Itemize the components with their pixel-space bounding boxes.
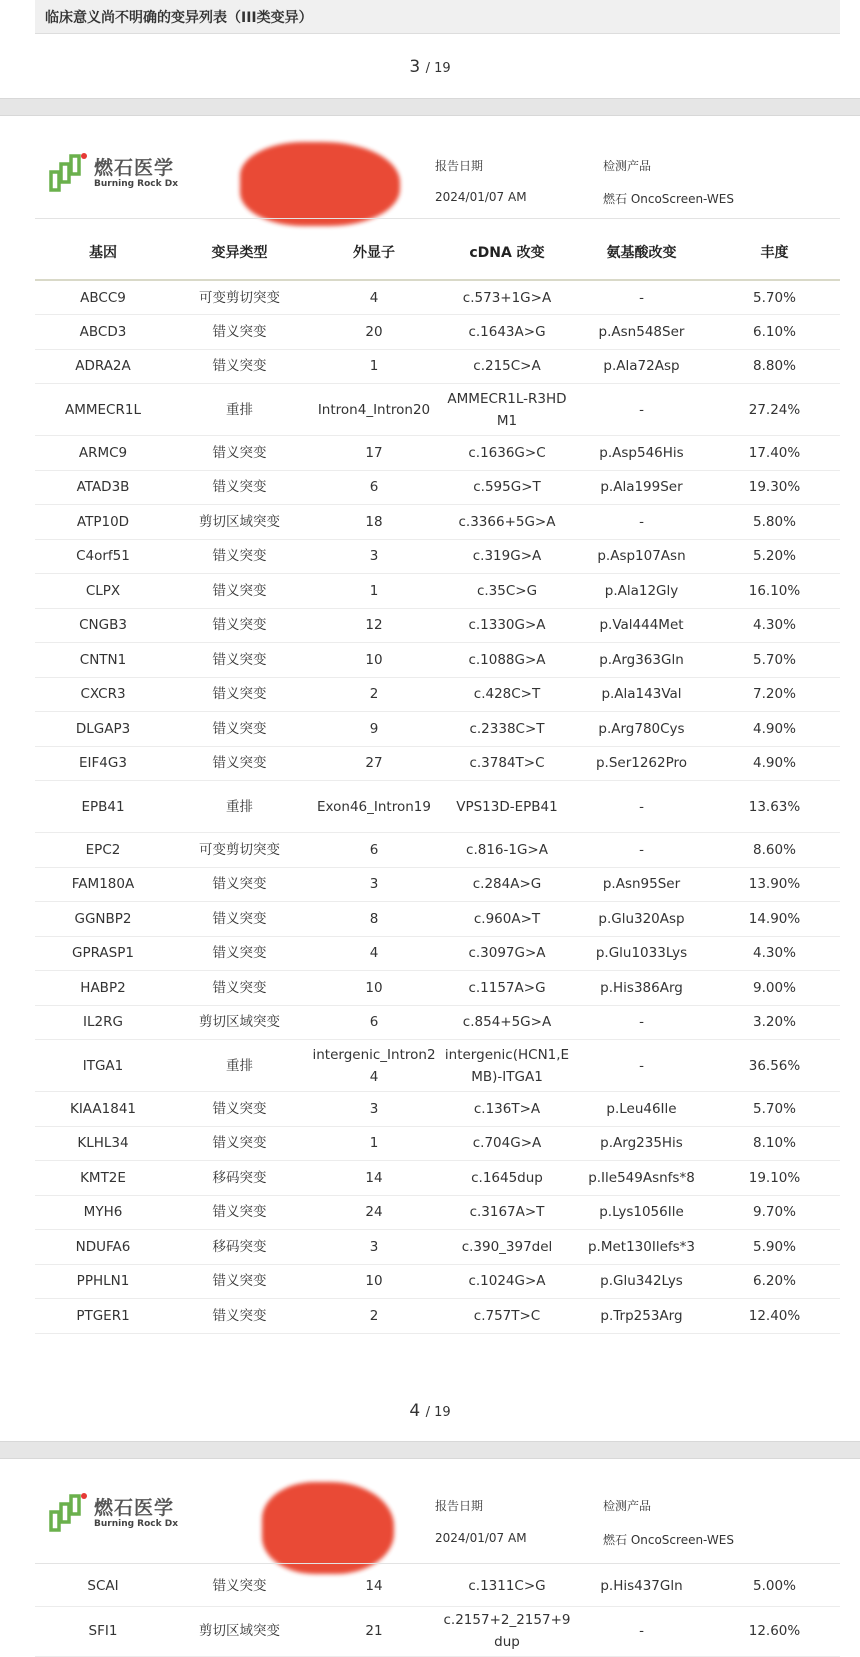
table-row [35, 1606, 840, 1656]
cell-frequency: 6.10% [709, 315, 840, 350]
page-total: / 19 [425, 1405, 451, 1420]
cell-gene: KMT2E [35, 1161, 171, 1196]
cell-variant-type: 错义突变 [171, 936, 308, 971]
cell-exon: 21 [308, 1606, 440, 1656]
table-row [35, 1161, 840, 1196]
cell-gene: ABCC9 [35, 280, 171, 315]
cell-frequency: 8.10% [709, 1126, 840, 1161]
cell-amino-acid: - [574, 505, 709, 540]
cell-gene: EPC2 [35, 833, 171, 868]
cell-amino-acid: p.His386Arg [574, 971, 709, 1006]
cell-exon: 17 [308, 436, 440, 471]
product-label: 检测产品 [603, 1499, 652, 1513]
table-row [35, 470, 840, 505]
cell-frequency: 17.40% [709, 436, 840, 471]
cell-variant-type: 错义突变 [171, 1195, 308, 1230]
table-row [35, 833, 840, 868]
cell-frequency: 5.70% [709, 643, 840, 678]
cell-frequency: 3.20% [709, 1005, 840, 1040]
table-row [35, 436, 840, 471]
table-row [35, 280, 840, 315]
cell-variant-type: 错义突变 [171, 539, 308, 574]
cell-cdna: VPS13D-EPB41 [440, 781, 574, 833]
logo-english-name: Burning Rock Dx [94, 1518, 179, 1529]
cell-amino-acid: p.Asp546His [574, 436, 709, 471]
cell-exon: 18 [308, 505, 440, 540]
cell-amino-acid: p.Ala72Asp [574, 349, 709, 384]
cell-exon: 20 [308, 315, 440, 350]
header-divider [35, 218, 840, 219]
cell-exon: 3 [308, 1230, 440, 1265]
cell-amino-acid: p.Asp107Asn [574, 539, 709, 574]
cell-exon: Intron4_Intron20 [308, 384, 440, 436]
table-row [35, 608, 840, 643]
cell-cdna: c.2338C>T [440, 712, 574, 747]
cell-gene: ABCD3 [35, 315, 171, 350]
cell-variant-type: 剪切区域突变 [171, 505, 308, 540]
col-header-freq: 丰度 [709, 225, 840, 280]
section-title: 临床意义尚不明确的变异列表（III类变异） [35, 0, 840, 34]
cell-amino-acid: p.Arg780Cys [574, 712, 709, 747]
col-header-cdna: cDNA 改变 [440, 225, 574, 280]
cell-frequency: 5.00% [709, 1566, 840, 1606]
cell-frequency: 5.80% [709, 505, 840, 540]
cell-gene: CNTN1 [35, 643, 171, 678]
cell-cdna: AMMECR1L-R3HDM1 [440, 384, 574, 436]
cell-exon: 4 [308, 936, 440, 971]
table-row [35, 1299, 840, 1334]
cell-exon: 10 [308, 643, 440, 678]
cell-gene: PPHLN1 [35, 1264, 171, 1299]
cell-amino-acid: p.Met130Ilefs*3 [574, 1230, 709, 1265]
cell-variant-type: 剪切区域突变 [171, 1005, 308, 1040]
cell-amino-acid: - [574, 781, 709, 833]
cell-gene: ATAD3B [35, 470, 171, 505]
variant-table [35, 225, 840, 1334]
burning-rock-logo-icon [48, 1492, 90, 1534]
company-logo [48, 1492, 178, 1534]
cell-exon: 9 [308, 712, 440, 747]
cell-frequency: 5.70% [709, 280, 840, 315]
cell-exon: 3 [308, 539, 440, 574]
cell-variant-type: 剪切区域突变 [171, 1606, 308, 1656]
cell-amino-acid: p.Ala199Ser [574, 470, 709, 505]
logo-chinese-name: 燃石医学 [94, 156, 175, 179]
cell-gene: FAM180A [35, 867, 171, 902]
cell-exon: 4 [308, 280, 440, 315]
table-row [35, 712, 840, 747]
burning-rock-logo-icon [48, 152, 90, 194]
cell-variant-type: 重排 [171, 781, 308, 833]
col-header-type: 变异类型 [171, 225, 308, 280]
cell-variant-type: 错义突变 [171, 971, 308, 1006]
table-row [35, 574, 840, 609]
cell-variant-type: 可变剪切突变 [171, 280, 308, 315]
cell-exon: Exon46_Intron19 [308, 781, 440, 833]
cell-frequency: 36.56% [709, 1040, 840, 1092]
page-total: / 19 [425, 61, 451, 76]
cell-exon: 2 [308, 1299, 440, 1334]
cell-cdna: c.284A>G [440, 867, 574, 902]
cell-gene: ITGA1 [35, 1040, 171, 1092]
cell-exon: 10 [308, 1264, 440, 1299]
cell-cdna: c.704G>A [440, 1126, 574, 1161]
cell-frequency: 4.90% [709, 712, 840, 747]
cell-cdna: c.1645dup [440, 1161, 574, 1196]
cell-cdna: c.319G>A [440, 539, 574, 574]
cell-frequency: 9.70% [709, 1195, 840, 1230]
table-row [35, 384, 840, 436]
table-row [35, 971, 840, 1006]
cell-cdna: c.854+5G>A [440, 1005, 574, 1040]
cell-frequency: 6.20% [709, 1264, 840, 1299]
cell-exon: 14 [308, 1161, 440, 1196]
cell-gene: DLGAP3 [35, 712, 171, 747]
cell-amino-acid: - [574, 384, 709, 436]
cell-variant-type: 错义突变 [171, 1092, 308, 1127]
cell-variant-type: 可变剪切突变 [171, 833, 308, 868]
cell-gene: NDUFA6 [35, 1230, 171, 1265]
page-separator [0, 1441, 860, 1459]
cell-gene: PTGER1 [35, 1299, 171, 1334]
cell-variant-type: 移码突变 [171, 1230, 308, 1265]
table-header-row [35, 225, 840, 280]
cell-exon: 6 [308, 470, 440, 505]
cell-cdna: c.390_397del [440, 1230, 574, 1265]
cell-frequency: 13.90% [709, 867, 840, 902]
cell-frequency: 4.30% [709, 608, 840, 643]
cell-variant-type: 错义突变 [171, 867, 308, 902]
cell-variant-type: 错义突变 [171, 712, 308, 747]
cell-amino-acid: p.Val444Met [574, 608, 709, 643]
table-row [35, 1566, 840, 1606]
cell-gene: CNGB3 [35, 608, 171, 643]
cell-amino-acid: p.Ser1262Pro [574, 746, 709, 781]
cell-variant-type: 错义突变 [171, 643, 308, 678]
cell-cdna: c.3167A>T [440, 1195, 574, 1230]
cell-cdna: c.1636G>C [440, 436, 574, 471]
cell-gene: HABP2 [35, 971, 171, 1006]
cell-gene: ATP10D [35, 505, 171, 540]
cell-exon: 3 [308, 1092, 440, 1127]
cell-gene: ADRA2A [35, 349, 171, 384]
cell-frequency: 4.90% [709, 746, 840, 781]
cell-frequency: 8.80% [709, 349, 840, 384]
col-header-gene: 基因 [35, 225, 171, 280]
cell-cdna: c.3366+5G>A [440, 505, 574, 540]
cell-variant-type: 错义突变 [171, 470, 308, 505]
logo-english-name: Burning Rock Dx [94, 178, 179, 189]
product-value: 燃石 OncoScreen-WES [603, 1533, 734, 1547]
report-date-label: 报告日期 [435, 1499, 484, 1513]
cell-exon: 6 [308, 1005, 440, 1040]
cell-variant-type: 错义突变 [171, 1566, 308, 1606]
table-row [35, 746, 840, 781]
cell-cdna: c.1311C>G [440, 1566, 574, 1606]
cell-gene: GPRASP1 [35, 936, 171, 971]
cell-amino-acid: p.Arg235His [574, 1126, 709, 1161]
cell-amino-acid: - [574, 280, 709, 315]
cell-gene: SFI1 [35, 1606, 171, 1656]
cell-variant-type: 错义突变 [171, 349, 308, 384]
cell-amino-acid: p.Glu1033Lys [574, 936, 709, 971]
product-label: 检测产品 [603, 159, 652, 173]
cell-exon: 1 [308, 1126, 440, 1161]
cell-cdna: c.3784T>C [440, 746, 574, 781]
page-number-4 [0, 1401, 860, 1421]
cell-amino-acid: p.Lys1056Ile [574, 1195, 709, 1230]
table-row [35, 1092, 840, 1127]
cell-cdna: intergenic(HCN1,EMB)-ITGA1 [440, 1040, 574, 1092]
cell-frequency: 5.70% [709, 1092, 840, 1127]
cell-amino-acid: p.Asn548Ser [574, 315, 709, 350]
cell-amino-acid: p.Asn95Ser [574, 867, 709, 902]
table-row [35, 315, 840, 350]
logo-chinese-name: 燃石医学 [94, 1496, 175, 1519]
cell-gene: SCAI [35, 1566, 171, 1606]
cell-amino-acid: - [574, 833, 709, 868]
table-row [35, 1264, 840, 1299]
cell-exon: 8 [308, 902, 440, 937]
cell-gene: KIAA1841 [35, 1092, 171, 1127]
cell-variant-type: 重排 [171, 1040, 308, 1092]
cell-cdna: c.1330G>A [440, 608, 574, 643]
cell-cdna: c.757T>C [440, 1299, 574, 1334]
cell-frequency: 5.90% [709, 1230, 840, 1265]
cell-cdna: c.1088G>A [440, 643, 574, 678]
cell-gene: EPB41 [35, 781, 171, 833]
cell-amino-acid: p.Glu342Lys [574, 1264, 709, 1299]
cell-amino-acid: p.Arg363Gln [574, 643, 709, 678]
cell-cdna: c.215C>A [440, 349, 574, 384]
cell-exon: intergenic_Intron24 [308, 1040, 440, 1092]
cell-frequency: 19.10% [709, 1161, 840, 1196]
cell-variant-type: 错义突变 [171, 436, 308, 471]
cell-frequency: 16.10% [709, 574, 840, 609]
cell-cdna: c.1157A>G [440, 971, 574, 1006]
cell-gene: ARMC9 [35, 436, 171, 471]
cell-variant-type: 错义突变 [171, 677, 308, 712]
cell-cdna: c.960A>T [440, 902, 574, 937]
cell-variant-type: 错义突变 [171, 902, 308, 937]
cell-gene: C4orf51 [35, 539, 171, 574]
col-header-aa: 氨基酸改变 [574, 225, 709, 280]
cell-cdna: c.595G>T [440, 470, 574, 505]
cell-gene: MYH6 [35, 1195, 171, 1230]
col-header-exon: 外显子 [308, 225, 440, 280]
cell-amino-acid: - [574, 1606, 709, 1656]
cell-frequency: 12.60% [709, 1606, 840, 1656]
page-number-3 [0, 57, 860, 77]
cell-frequency: 9.00% [709, 971, 840, 1006]
cell-amino-acid: p.Ile549Asnfs*8 [574, 1161, 709, 1196]
cell-exon: 1 [308, 349, 440, 384]
table-row [35, 1126, 840, 1161]
redaction-mark [262, 1482, 394, 1574]
cell-exon: 2 [308, 677, 440, 712]
page-current: 4 [409, 1401, 421, 1421]
cell-frequency: 5.20% [709, 539, 840, 574]
table-row [35, 539, 840, 574]
cell-amino-acid: p.Trp253Arg [574, 1299, 709, 1334]
cell-gene: EIF4G3 [35, 746, 171, 781]
cell-exon: 14 [308, 1566, 440, 1606]
page-separator [0, 98, 860, 116]
table-row [35, 781, 840, 833]
cell-amino-acid: p.His437Gln [574, 1566, 709, 1606]
cell-cdna: c.1643A>G [440, 315, 574, 350]
report-date-value: 2024/01/07 AM [435, 1531, 527, 1545]
cell-frequency: 12.40% [709, 1299, 840, 1334]
table-row [35, 505, 840, 540]
cell-exon: 1 [308, 574, 440, 609]
table-row [35, 1040, 840, 1092]
table-row [35, 349, 840, 384]
table-row [35, 902, 840, 937]
report-date-value: 2024/01/07 AM [435, 190, 527, 204]
page-current: 3 [409, 57, 421, 77]
cell-variant-type: 错义突变 [171, 1299, 308, 1334]
cell-variant-type: 错义突变 [171, 746, 308, 781]
cell-variant-type: 错义突变 [171, 574, 308, 609]
redaction-mark [240, 142, 400, 226]
variant-table-continued [35, 1566, 840, 1657]
cell-exon: 12 [308, 608, 440, 643]
cell-amino-acid: p.Ala12Gly [574, 574, 709, 609]
table-row [35, 936, 840, 971]
header-divider [35, 1563, 840, 1564]
cell-gene: CLPX [35, 574, 171, 609]
cell-gene: AMMECR1L [35, 384, 171, 436]
cell-gene: GGNBP2 [35, 902, 171, 937]
cell-frequency: 13.63% [709, 781, 840, 833]
cell-amino-acid: p.Ala143Val [574, 677, 709, 712]
company-logo [48, 152, 178, 194]
cell-amino-acid: p.Leu46Ile [574, 1092, 709, 1127]
cell-variant-type: 移码突变 [171, 1161, 308, 1196]
cell-variant-type: 错义突变 [171, 608, 308, 643]
cell-amino-acid: - [574, 1040, 709, 1092]
table-row [35, 677, 840, 712]
cell-exon: 24 [308, 1195, 440, 1230]
cell-exon: 6 [308, 833, 440, 868]
cell-exon: 3 [308, 867, 440, 902]
table-row [35, 1005, 840, 1040]
cell-frequency: 4.30% [709, 936, 840, 971]
report-date-label: 报告日期 [435, 159, 484, 173]
cell-frequency: 7.20% [709, 677, 840, 712]
cell-gene: IL2RG [35, 1005, 171, 1040]
cell-cdna: c.136T>A [440, 1092, 574, 1127]
cell-frequency: 27.24% [709, 384, 840, 436]
cell-amino-acid: - [574, 1005, 709, 1040]
cell-exon: 10 [308, 971, 440, 1006]
cell-cdna: c.573+1G>A [440, 280, 574, 315]
cell-variant-type: 错义突变 [171, 1126, 308, 1161]
product-value: 燃石 OncoScreen-WES [603, 192, 734, 206]
cell-frequency: 19.30% [709, 470, 840, 505]
cell-cdna: c.428C>T [440, 677, 574, 712]
cell-gene: KLHL34 [35, 1126, 171, 1161]
table-row [35, 1230, 840, 1265]
table-row [35, 867, 840, 902]
cell-cdna: c.35C>G [440, 574, 574, 609]
cell-frequency: 14.90% [709, 902, 840, 937]
cell-cdna: c.816-1G>A [440, 833, 574, 868]
table-row [35, 643, 840, 678]
cell-gene: CXCR3 [35, 677, 171, 712]
cell-frequency: 8.60% [709, 833, 840, 868]
cell-variant-type: 错义突变 [171, 315, 308, 350]
cell-cdna: c.3097G>A [440, 936, 574, 971]
cell-cdna: c.2157+2_2157+9dup [440, 1606, 574, 1656]
cell-variant-type: 错义突变 [171, 1264, 308, 1299]
cell-cdna: c.1024G>A [440, 1264, 574, 1299]
cell-variant-type: 重排 [171, 384, 308, 436]
cell-amino-acid: p.Glu320Asp [574, 902, 709, 937]
table-row [35, 1195, 840, 1230]
cell-exon: 27 [308, 746, 440, 781]
